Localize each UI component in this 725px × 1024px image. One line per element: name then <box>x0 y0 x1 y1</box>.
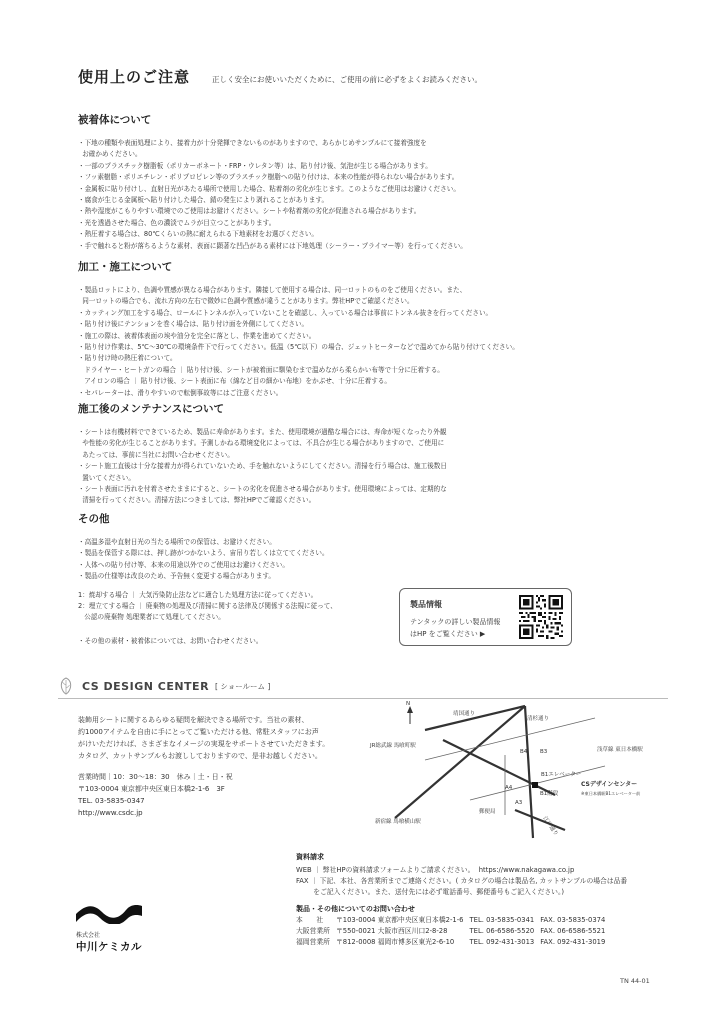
map-label-jr-station: JR総武線 馬喰町駅 <box>370 743 416 749</box>
list-item: ・熱圧着する場合は、80℃くらいの熱に耐えられる下地素材をお選びください。 <box>78 230 318 239</box>
list-item: お確かめください。 <box>78 150 142 159</box>
section-title: 加工・施工について <box>78 261 173 273</box>
office-fax: FAX. 092-431-3019 <box>540 938 606 946</box>
list-item: ・腐食が生じる金属板へ貼り付けした場合、錆の発生により剥れることがあります。 <box>78 196 329 205</box>
qr-code-icon[interactable] <box>519 595 563 639</box>
map-label-kiyosugi: 清杉通り <box>527 716 550 722</box>
product-info-link[interactable]: はHP をご覧ください ▶ <box>410 630 486 638</box>
list-item: 清掃を行ってください。清掃方法につきましては、弊社HPでご確認ください。 <box>78 496 316 505</box>
list-item: ・製品の仕様等は改良のため、予告無く変更する場合があります。 <box>78 572 276 581</box>
company-name: 中川ケミカル <box>76 941 142 953</box>
table-row <box>296 915 611 926</box>
list-item: ・製品を保管する際には、押し跡がつかないよう、宙吊り若しくは立ててください。 <box>78 549 329 558</box>
section-title: 被着体について <box>78 114 152 126</box>
inquiry-title: 製品・その他についてのお問い合わせ <box>296 905 415 913</box>
office-address: 〒550-0021 大阪市西区川口2-8-28 <box>335 927 448 935</box>
list-item: や性能の劣化が生じることがあります。予測しかねる環境変化によっては、不具合が生じる場合がありますので、ご使用に <box>78 439 445 448</box>
list-item: ・一部のプラスチック樹脂板（ポリカーボネート・FRP・ウレタン等）は、貼り付け後、気泡が生じる場合があります。 <box>78 161 432 170</box>
office-tel: TEL. 03-5835-0341 <box>469 916 535 924</box>
disposal-notes <box>78 590 337 623</box>
list-item: アイロンの場合 ｜ 貼り付け後、シート表面に布（綿など目の細かい布地）をかぶせ、十分に圧着する。 <box>78 377 391 386</box>
cs-center-marker-icon <box>532 782 538 788</box>
phone: TEL. 03-5835-0347 <box>78 797 145 805</box>
list-item: ・高温多湿や直射日光の当たる場所での保管は、お避けください。 <box>78 538 276 546</box>
table-row <box>296 937 611 948</box>
section-other <box>78 511 528 583</box>
list-item: ・手で触れると粉が落ちるような素材、表面に顕著な凹凸がある素材には下地処理（シーラー・プライマー等）を行ってください。 <box>78 241 467 250</box>
product-info-line: テンタックの詳しい製品情報 <box>410 618 501 626</box>
list-item: ・下地の種類や表面処理により、接着力が十分発揮できないものがありますので、あらかじめサンプルにて接着強度を <box>78 139 427 147</box>
business-hours: 営業時間｜10：30～18：30 休み｜土・日・祝 <box>78 773 233 781</box>
north-arrow-icon <box>407 706 413 724</box>
list-item: 置いてください。 <box>78 473 135 482</box>
list-item: ・セパレーターは、滑りやすいので転倒事故等にはご注意ください。 <box>78 388 283 397</box>
map-label-b4: B4 <box>520 749 528 755</box>
document-code: TN 44-01 <box>620 977 650 985</box>
section-title: その他 <box>78 513 110 525</box>
request-info <box>296 852 627 917</box>
list-item: ・シートは有機材料でできているため、製品に寿命があります。また、使用環境が過酷な場合には、寿命が短くなったり外観 <box>78 428 447 436</box>
item-list <box>78 138 528 252</box>
map-label-shinjuku-station: 新宿線 馬喰横山駅 <box>375 819 421 825</box>
request-fax-note: をご記入ください。また、送付先には必ず電話番号、郵便番号もご記入ください。) <box>296 888 565 896</box>
description-line: カタログ、カットサンプルもお渡ししておりますので、是非お越しください。 <box>78 752 322 760</box>
list-item: ・製品ロットにより、色調や質感が異なる場合があります。隣接して使用する場合は、同一ロットのものをご使用ください。また、 <box>78 286 467 294</box>
note-item: 1：焼却する場合 ｜ 大気汚染防止法などに適合した処理方法に従ってください。 <box>78 591 318 599</box>
page-header <box>78 66 482 87</box>
section-processing <box>78 259 528 399</box>
cs-center-contact <box>78 771 233 819</box>
map-north-label: N <box>406 701 411 707</box>
company-logo <box>76 902 142 954</box>
map-label-post-office: 郵便局 <box>479 809 496 815</box>
section-maintenance <box>78 401 528 507</box>
map-label-asakusa-station: 浅草線 東日本橋駅 <box>597 747 643 753</box>
list-item: ・シート施工直後は十分な接着力が得られていないため、手を触れないようにしてください。清掃を行う場合は、施工後数日 <box>78 462 447 471</box>
list-item: ドライヤー・ヒートガンの場合 ｜ 貼り付け後、シートが被着面に馴染むまで温めながら柔らかい布等で十分に圧着する。 <box>78 365 444 374</box>
office-name: 福岡営業所 <box>296 938 330 946</box>
office-fax: FAX. 03-5835-0374 <box>540 916 606 924</box>
description-line: 約1000アイテムを自由に手にとってご覧いただける他、常駐スタッフにお声 <box>78 728 319 736</box>
description-line: がけいただければ、さまざまなイメージの実現をサポートさせていただきます。 <box>78 740 330 748</box>
item-list <box>78 427 528 507</box>
item-list <box>78 285 528 399</box>
list-item: ・シート表面に汚れを付着させたままにすると、シートの劣化を促進させる場合があります。使用環境によっては、定期的な <box>78 485 447 494</box>
office-tel: TEL. 06-6586-5520 <box>469 927 535 935</box>
map-label-cs-center: CSデザインセンター <box>581 781 638 788</box>
divider <box>58 698 668 699</box>
list-item: ・フッ素樹脂・ポリエチレン・ポリプロピレン等のプラスチック樹脂への貼り付けは、本来の性能が得られない場合があります。 <box>78 173 459 182</box>
item-list <box>78 537 528 583</box>
cs-design-center-logo <box>58 677 270 695</box>
table-row <box>296 926 611 937</box>
office-name: 大阪営業所 <box>296 927 330 935</box>
request-fax: FAX ｜ 下記、本社、各営業所までご連絡ください。( カタログの場合は製品名, カットサンプルの場合は品番 <box>296 877 628 885</box>
list-item: ・人体への貼り付け等、本来の用途以外でのご使用はお避けください。 <box>78 560 289 569</box>
map-label-a4: A4 <box>505 785 513 791</box>
list-item: ・貼り付け後にテンションを巻く場合は、貼り付け面を外側にしてください。 <box>78 320 309 329</box>
nakagawa-wave-icon <box>76 902 142 924</box>
list-item: ・光を透過させた場合、色の濃淡でムラが目立つことがあります。 <box>78 218 276 227</box>
list-item: ・貼り付け時の熱圧着について。 <box>78 354 177 363</box>
office-name: 本 社 <box>296 916 324 924</box>
other-inquiry: ・その他の素材・被着体については、お問い合わせください。 <box>78 637 263 645</box>
office-address: 〒812-0008 福岡市博多区東光2-6-10 <box>335 938 455 946</box>
list-item: ・カッティング加工をする場合、ロールにトンネルが入っていないことを確認し、入っている場合は事前にトンネル抜きを行ってください。 <box>78 308 493 317</box>
map-label-b3: B3 <box>540 749 548 755</box>
map-label-a3: A3 <box>515 800 523 806</box>
office-tel: TEL. 092-431-3013 <box>469 938 535 946</box>
cs-center-name: CS DESIGN CENTER <box>82 679 210 693</box>
map-label-b1-exit: B1階段 <box>540 791 559 797</box>
map-label-yasukuni: 靖国通り <box>453 711 476 717</box>
cs-center-sub: [ ショールーム ] <box>215 681 271 691</box>
address: 〒103-0004 東京都中央区東日本橋2-1-6 3F <box>78 785 225 793</box>
request-title: 資料請求 <box>296 853 324 861</box>
office-address: 〒103-0004 東京都中央区東日本橋2-1-6 <box>335 916 464 924</box>
page-subtitle: 正しく安全にお使いいただくために、ご使用の前に必ずをよくお読みください。 <box>212 75 483 84</box>
product-info-title: 製品情報 <box>410 600 442 609</box>
list-item: あたっては、事前に当社にお問い合わせください。 <box>78 450 234 459</box>
note-item: 2：埋立てする場合 ｜ 廃棄物の処理及び清掃に関する法律及び関係する法規に従って、 <box>78 602 337 610</box>
map-road-south <box>515 810 565 830</box>
description-line: 装飾用シートに関するあらゆる疑問を解決できる場所です。当社の素材、 <box>78 716 309 724</box>
section-substrate <box>78 112 528 252</box>
website-link[interactable]: http://www.csdc.jp <box>78 809 143 817</box>
page-title: 使用上のご注意 <box>78 68 191 86</box>
office-fax: FAX. 06-6586-5521 <box>540 927 606 935</box>
list-item: ・施工の際は、被着体表面の埃や油分を完全に落とし、作業を進めてください。 <box>78 331 316 340</box>
map-road-edo <box>443 740 555 795</box>
cs-center-description <box>78 714 329 762</box>
map-road-diagonal <box>395 706 525 818</box>
map-road-kiyosugi <box>525 706 533 838</box>
list-item: ・熱や湿度がこもりやすい環境でのご使用はお避けください。シートや粘着剤の劣化が促進される場合があります。 <box>78 207 421 216</box>
section-title: 施工後のメンテナンスについて <box>78 403 224 415</box>
list-item: ・貼り付け作業は、5℃～30℃の環境条件下で行ってください。低温（5℃以下）の場合、ジェットヒーターなどで温めてから貼り付けてください。 <box>78 343 519 352</box>
company-type: 株式会社 <box>76 932 101 939</box>
product-info-box[interactable] <box>399 588 572 646</box>
office-table <box>296 915 611 948</box>
map-label-b1-elevator: B1エレベーター <box>541 772 582 778</box>
request-web[interactable]: WEB ｜ 弊社HPの資料請求フォームよりご請求ください。 https://www.nakagawa.co.jp <box>296 866 575 874</box>
cs-leaf-icon <box>58 677 74 695</box>
map-label-edo-dori: 江戸通り <box>541 815 559 838</box>
list-item: 同一ロットの場合でも、流れ方向の左右で微妙に色調や質感が違うことがあります。弊社HPでご確認ください。 <box>78 297 414 306</box>
list-item: ・金属板に貼り付けし、直射日光があたる場所で使用した場合、粘着剤の劣化が生じます。このようなご使用はお避けください。 <box>78 184 460 193</box>
map-label-cs-center-note: ※東日本橋駅B1エレベーター前 <box>581 791 641 796</box>
note-item: 公認の廃棄物 処理業者にて処理してください。 <box>78 613 225 621</box>
access-map <box>365 700 665 840</box>
